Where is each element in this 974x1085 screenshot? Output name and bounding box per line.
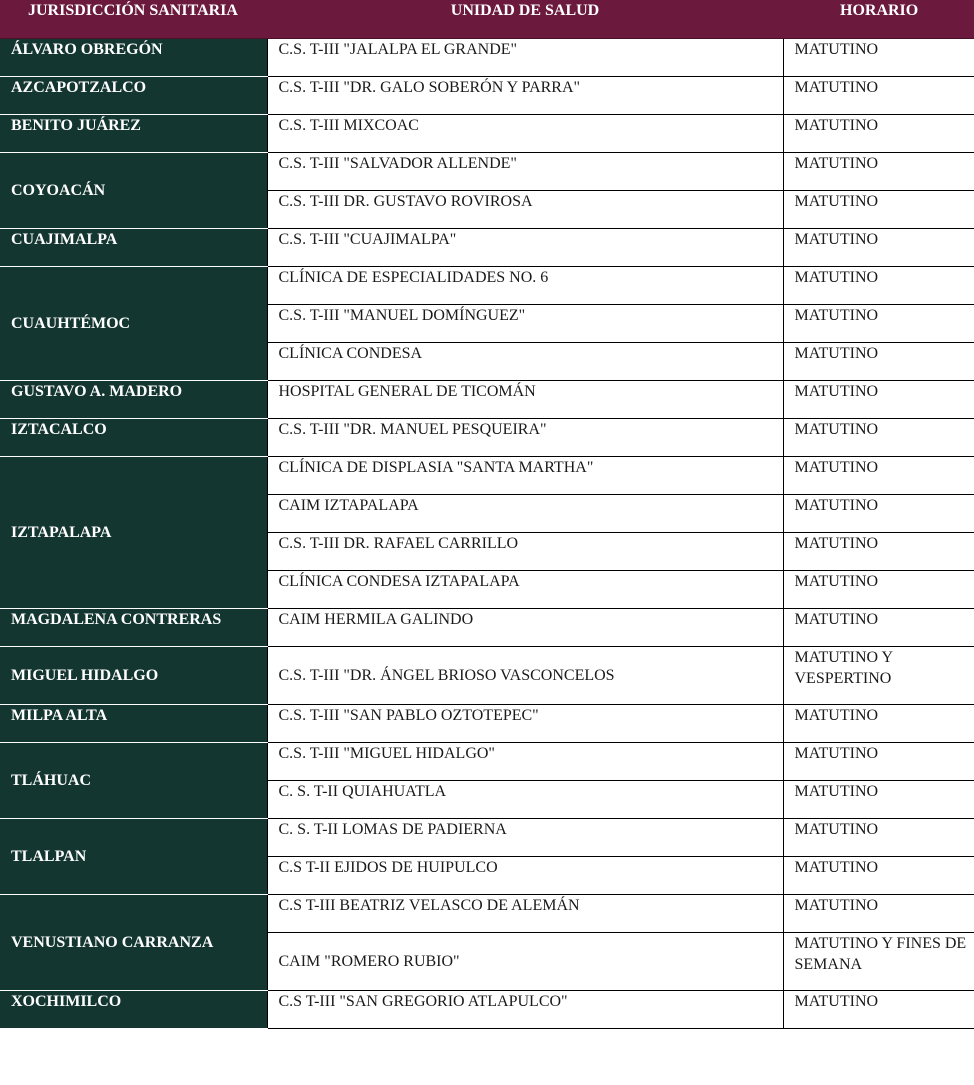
horario-cell: MATUTINO — [783, 267, 974, 305]
jurisdiccion-cell: BENITO JUÁREZ — [0, 115, 267, 153]
jurisdiccion-cell: TLALPAN — [0, 819, 267, 895]
table-row — [0, 457, 974, 495]
jurisdiccion-cell: TLÁHUAC — [0, 743, 267, 819]
unidad-cell: C.S T-II EJIDOS DE HUIPULCO — [267, 857, 783, 895]
unidad-cell: C.S. T-III "DR. MANUEL PESQUEIRA" — [267, 419, 783, 457]
table-body — [0, 39, 974, 1029]
table-row — [0, 153, 974, 191]
table-row — [0, 267, 974, 305]
jurisdiccion-cell: IZTACALCO — [0, 419, 267, 457]
unidad-cell: CLÍNICA CONDESA IZTAPALAPA — [267, 571, 783, 609]
unidad-cell: CLÍNICA CONDESA — [267, 343, 783, 381]
table-row — [0, 419, 974, 457]
table-row — [0, 895, 974, 933]
table-row — [0, 991, 974, 1029]
jurisdiccion-cell: MILPA ALTA — [0, 705, 267, 743]
unidad-cell: C.S T-III BEATRIZ VELASCO DE ALEMÁN — [267, 895, 783, 933]
horario-cell: MATUTINO — [783, 115, 974, 153]
unidad-cell: C.S. T-III "DR. GALO SOBERÓN Y PARRA" — [267, 77, 783, 115]
unidad-cell: C.S T-III "SAN GREGORIO ATLAPULCO" — [267, 991, 783, 1029]
unidad-cell: HOSPITAL GENERAL DE TICOMÁN — [267, 381, 783, 419]
table-row — [0, 705, 974, 743]
unidad-cell: C.S. T-III "CUAJIMALPA" — [267, 229, 783, 267]
unidad-cell: CAIM IZTAPALAPA — [267, 495, 783, 533]
header-jurisdiccion: JURISDICCIÓN SANITARIA — [0, 0, 267, 39]
table-row — [0, 77, 974, 115]
unidad-cell: C.S. T-III "MANUEL DOMÍNGUEZ" — [267, 305, 783, 343]
unidad-cell: C. S. T-II QUIAHUATLA — [267, 781, 783, 819]
unidad-cell: C.S. T-III "SALVADOR ALLENDE" — [267, 153, 783, 191]
unidad-cell: C.S. T-III DR. GUSTAVO ROVIROSA — [267, 191, 783, 229]
horario-cell: MATUTINO Y VESPERTINO — [783, 647, 974, 705]
horario-cell: MATUTINO — [783, 153, 974, 191]
unidad-cell: C.S. T-III "DR. ÁNGEL BRIOSO VASCONCELOS — [267, 647, 783, 705]
unidad-cell: C.S. T-III MIXCOAC — [267, 115, 783, 153]
jurisdiccion-cell: CUAJIMALPA — [0, 229, 267, 267]
jurisdiccion-cell: CUAUHTÉMOC — [0, 267, 267, 381]
jurisdiccion-cell: MAGDALENA CONTRERAS — [0, 609, 267, 647]
horario-cell: MATUTINO — [783, 819, 974, 857]
horario-cell: MATUTINO — [783, 533, 974, 571]
unidad-cell: C.S. T-III "MIGUEL HIDALGO" — [267, 743, 783, 781]
horario-cell: MATUTINO — [783, 743, 974, 781]
jurisdiccion-cell: XOCHIMILCO — [0, 991, 267, 1029]
horario-cell: MATUTINO — [783, 229, 974, 267]
jurisdiccion-cell: COYOACÁN — [0, 153, 267, 229]
horario-cell: MATUTINO — [783, 609, 974, 647]
jurisdiccion-cell: IZTAPALAPA — [0, 457, 267, 609]
horario-cell: MATUTINO — [783, 191, 974, 229]
unidad-cell: CAIM HERMILA GALINDO — [267, 609, 783, 647]
jurisdiccion-cell: ÁLVARO OBREGÓN — [0, 39, 267, 77]
horario-cell: MATUTINO Y FINES DE SEMANA — [783, 933, 974, 991]
table-row — [0, 819, 974, 857]
horario-cell: MATUTINO — [783, 781, 974, 819]
table-row — [0, 609, 974, 647]
unidad-cell: C.S. T-III "SAN PABLO OZTOTEPEC" — [267, 705, 783, 743]
table-row — [0, 381, 974, 419]
unidad-cell: CLÍNICA DE ESPECIALIDADES NO. 6 — [267, 267, 783, 305]
unidad-cell: C.S. T-III DR. RAFAEL CARRILLO — [267, 533, 783, 571]
table-header-row — [0, 0, 974, 39]
unidad-cell: C.S. T-III "JALALPA EL GRANDE" — [267, 39, 783, 77]
horario-cell: MATUTINO — [783, 495, 974, 533]
jurisdiccion-cell: MIGUEL HIDALGO — [0, 647, 267, 705]
table-row — [0, 229, 974, 267]
table-row — [0, 647, 974, 705]
jurisdiccion-cell: AZCAPOTZALCO — [0, 77, 267, 115]
unidad-cell: C. S. T-II LOMAS DE PADIERNA — [267, 819, 783, 857]
horario-cell: MATUTINO — [783, 419, 974, 457]
horario-cell: MATUTINO — [783, 305, 974, 343]
horario-cell: MATUTINO — [783, 343, 974, 381]
table-row — [0, 743, 974, 781]
horario-cell: MATUTINO — [783, 857, 974, 895]
unidad-cell: CLÍNICA DE DISPLASIA "SANTA MARTHA" — [267, 457, 783, 495]
horario-cell: MATUTINO — [783, 991, 974, 1029]
table-row — [0, 115, 974, 153]
horario-cell: MATUTINO — [783, 381, 974, 419]
table-row — [0, 39, 974, 77]
horario-cell: MATUTINO — [783, 77, 974, 115]
header-horario: HORARIO — [783, 0, 974, 39]
header-unidad: UNIDAD DE SALUD — [267, 0, 783, 39]
horario-cell: MATUTINO — [783, 895, 974, 933]
jurisdiccion-cell: VENUSTIANO CARRANZA — [0, 895, 267, 991]
unidad-cell: CAIM "ROMERO RUBIO" — [267, 933, 783, 991]
jurisdiccion-cell: GUSTAVO A. MADERO — [0, 381, 267, 419]
horario-cell: MATUTINO — [783, 571, 974, 609]
horario-cell: MATUTINO — [783, 457, 974, 495]
horario-cell: MATUTINO — [783, 39, 974, 77]
horario-cell: MATUTINO — [783, 705, 974, 743]
